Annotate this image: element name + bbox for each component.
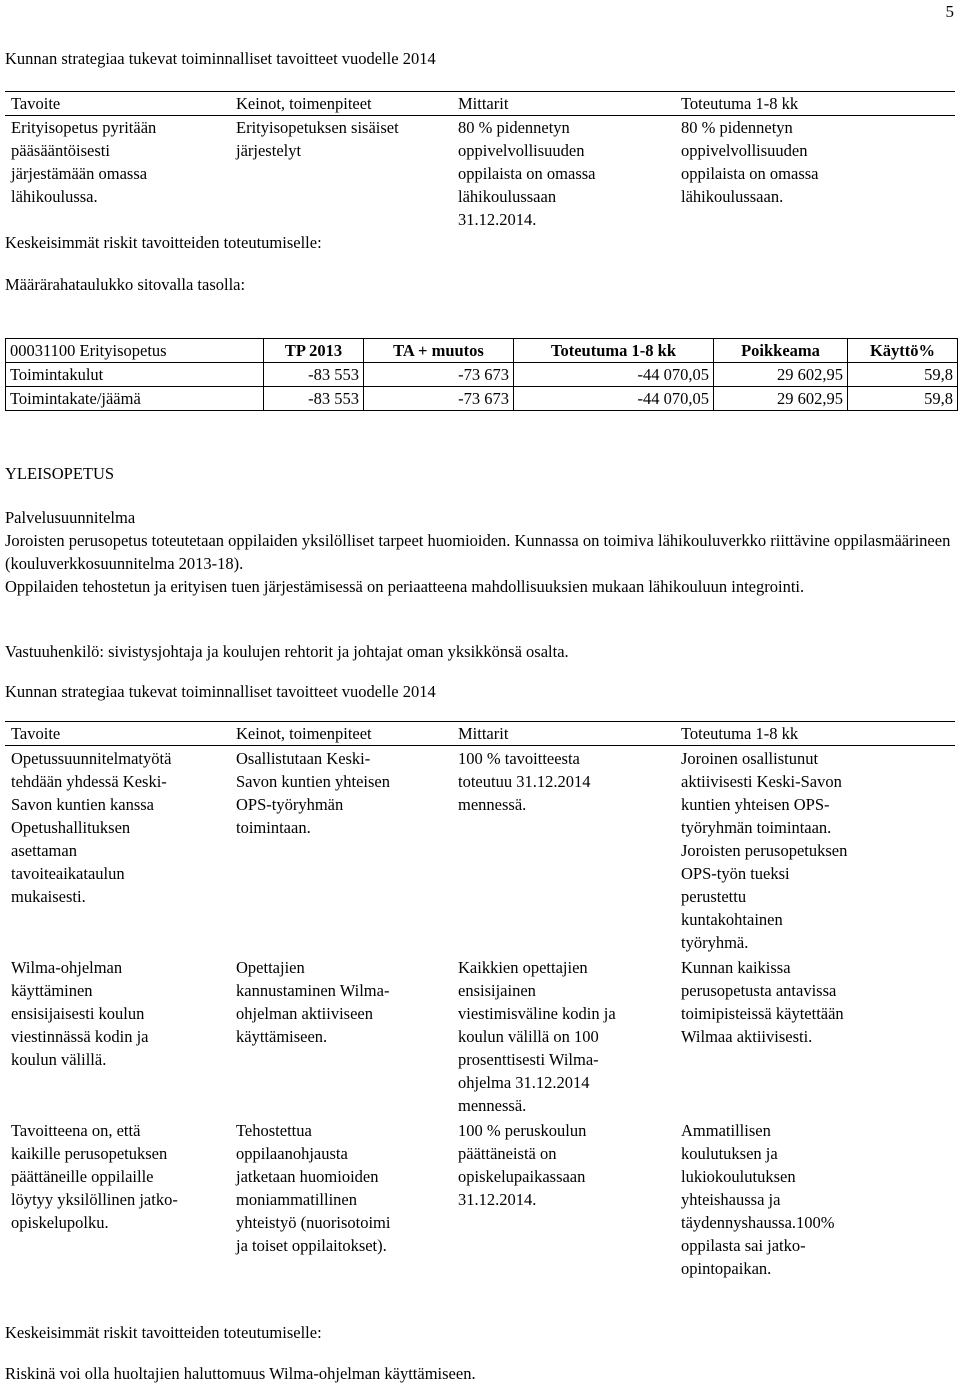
budget-value: -44 070,05 xyxy=(514,363,714,387)
column-header: Toteutuma 1-8 kk xyxy=(675,722,955,746)
budget-row-label: Toimintakate/jäämä xyxy=(6,387,264,411)
goal-cell: Wilma-ohjelman käyttäminen ensisijaisesti koulun viestinnässä kodin ja koulun välillä. xyxy=(11,958,149,1069)
means-cell: Erityisopetuksen sisäiset järjestelyt xyxy=(236,118,399,160)
table-row xyxy=(5,116,955,232)
goals-table-2 xyxy=(5,721,955,1280)
budget-value: -83 553 xyxy=(264,363,364,387)
goals-table-1 xyxy=(5,91,955,231)
subheading: Palvelusuunnitelma xyxy=(5,508,136,527)
budget-header: TP 2013 xyxy=(264,339,364,363)
outcome-cell: Ammatillisen koulutuksen ja lukiokoulutuksen yhteishaussa ja täydennyshaussa.100% oppilasta sai jatko- opintopaikan. xyxy=(681,1121,835,1278)
budget-value: -83 553 xyxy=(264,387,364,411)
column-header: Keinot, toimenpiteet xyxy=(230,92,452,116)
metric-cell: Kaikkien opettajien ensisijainen viestimisväline kodin ja koulun välillä on 100 prosenttisesti Wilma- ohjelma 31.12.2014 mennessä. xyxy=(458,958,616,1115)
budget-value: -73 673 xyxy=(364,387,514,411)
outcome-cell: Kunnan kaikissa perusopetusta antavissa toimipisteissä käytettään Wilmaa aktiivisesti. xyxy=(681,958,844,1046)
table-row xyxy=(5,954,955,1117)
column-header: Keinot, toimenpiteet xyxy=(230,722,452,746)
budget-value: 29 602,95 xyxy=(714,363,848,387)
means-cell: Tehostettua oppilaanohjausta jatketaan huomioiden moniammatillinen yhteistyö (nuorisotoimi ja toiset oppilaitokset). xyxy=(236,1121,391,1255)
budget-header: 00031100 Erityisopetus xyxy=(6,339,264,363)
budget-header: TA + muutos xyxy=(364,339,514,363)
budget-header: Käyttö% xyxy=(848,339,958,363)
section-heading: YLEISOPETUS xyxy=(5,464,115,483)
budget-value: 59,8 xyxy=(848,363,958,387)
metric-cell: 80 % pidennetyn oppivelvollisuuden oppilaista on omassa lähikoulussaan 31.12.2014. xyxy=(458,118,596,229)
paragraph: Joroisten perusopetus toteutetaan oppilaiden yksilölliset tarpeet huomioiden. Kunnassa on toimiva lähikouluverkko riittävine oppilasmäärineen (kouluverkkosuunnitelma 2013-18). xyxy=(5,531,951,573)
budget-row-label: Toimintakulut xyxy=(6,363,264,387)
goal-cell: Opetussuunnitelmatyötä tehdään yhdessä Keski- Savon kuntien kanssa Opetushallituksen asettaman tavoiteaikataulun mukaisesti. xyxy=(11,749,172,906)
responsible-person: Vastuuhenkilö: sivistysjohtaja ja koulujen rehtorit ja johtajat oman yksikkönsä osalta. xyxy=(5,642,569,661)
page-number: 5 xyxy=(945,2,954,21)
budget-label: Määrärahataulukko sitovalla tasolla: xyxy=(5,275,246,294)
section2-title: Kunnan strategiaa tukevat toiminnalliset tavoitteet vuodelle 2014 xyxy=(5,682,436,701)
column-header: Toteutuma 1-8 kk xyxy=(675,92,955,116)
outcome-cell: Joroinen osallistunut aktiivisesti Keski-Savon kuntien yhteisen OPS- työryhmän toimintaan. Joroisten perusopetuksen OPS-työn tueksi perustettu kuntakohtainen työryhmä. xyxy=(681,749,848,952)
goals-table-1-header xyxy=(5,92,955,116)
metric-cell: 100 % peruskoulun päättäneistä on opiskelupaikassaan 31.12.2014. xyxy=(458,1121,587,1209)
budget-table xyxy=(5,338,958,411)
means-cell: Osallistutaan Keski- Savon kuntien yhteisen OPS-työryhmän toimintaan. xyxy=(236,749,390,837)
risk-text: Riskinä voi olla huoltajien haluttomuus Wilma-ohjelman käyttämiseen. xyxy=(5,1364,476,1383)
table-row xyxy=(5,1117,955,1280)
column-header: Mittarit xyxy=(452,722,675,746)
budget-value: 29 602,95 xyxy=(714,387,848,411)
goal-cell: Erityisopetus pyritään pääsääntöisesti järjestämään omassa lähikoulussa. xyxy=(11,118,157,206)
budget-row xyxy=(6,387,958,411)
goals-table-2-header xyxy=(5,722,955,746)
section1-title: Kunnan strategiaa tukevat toiminnalliset tavoitteet vuodelle 2014 xyxy=(5,49,436,68)
table-row xyxy=(5,746,955,955)
column-header: Mittarit xyxy=(452,92,675,116)
budget-value: 59,8 xyxy=(848,387,958,411)
budget-row xyxy=(6,363,958,387)
paragraph: Oppilaiden tehostetun ja erityisen tuen järjestämisessä on periaatteena mahdollisuuksien mukaan lähikouluun integrointi. xyxy=(5,577,805,596)
means-cell: Opettajien kannustaminen Wilma- ohjelman aktiiviseen käyttämiseen. xyxy=(236,958,390,1046)
column-header: Tavoite xyxy=(5,722,230,746)
outcome-cell: 80 % pidennetyn oppivelvollisuuden oppilaista on omassa lähikoulussaan. xyxy=(681,118,819,206)
goal-cell: Tavoitteena on, että kaikille perusopetuksen päättäneille oppilaille löytyy yksilöllinen jatko- opiskelupolku. xyxy=(11,1121,178,1232)
risks-label-2: Keskeisimmät riskit tavoitteiden toteutumiselle: xyxy=(5,1323,322,1342)
budget-header: Poikkeama xyxy=(714,339,848,363)
metric-cell: 100 % tavoitteesta toteutuu 31.12.2014 mennessä. xyxy=(458,749,591,814)
risks-label-1: Keskeisimmät riskit tavoitteiden toteutumiselle: xyxy=(5,233,322,252)
column-header: Tavoite xyxy=(5,92,230,116)
budget-header-row xyxy=(6,339,958,363)
budget-value: -73 673 xyxy=(364,363,514,387)
budget-header: Toteutuma 1-8 kk xyxy=(514,339,714,363)
budget-value: -44 070,05 xyxy=(514,387,714,411)
